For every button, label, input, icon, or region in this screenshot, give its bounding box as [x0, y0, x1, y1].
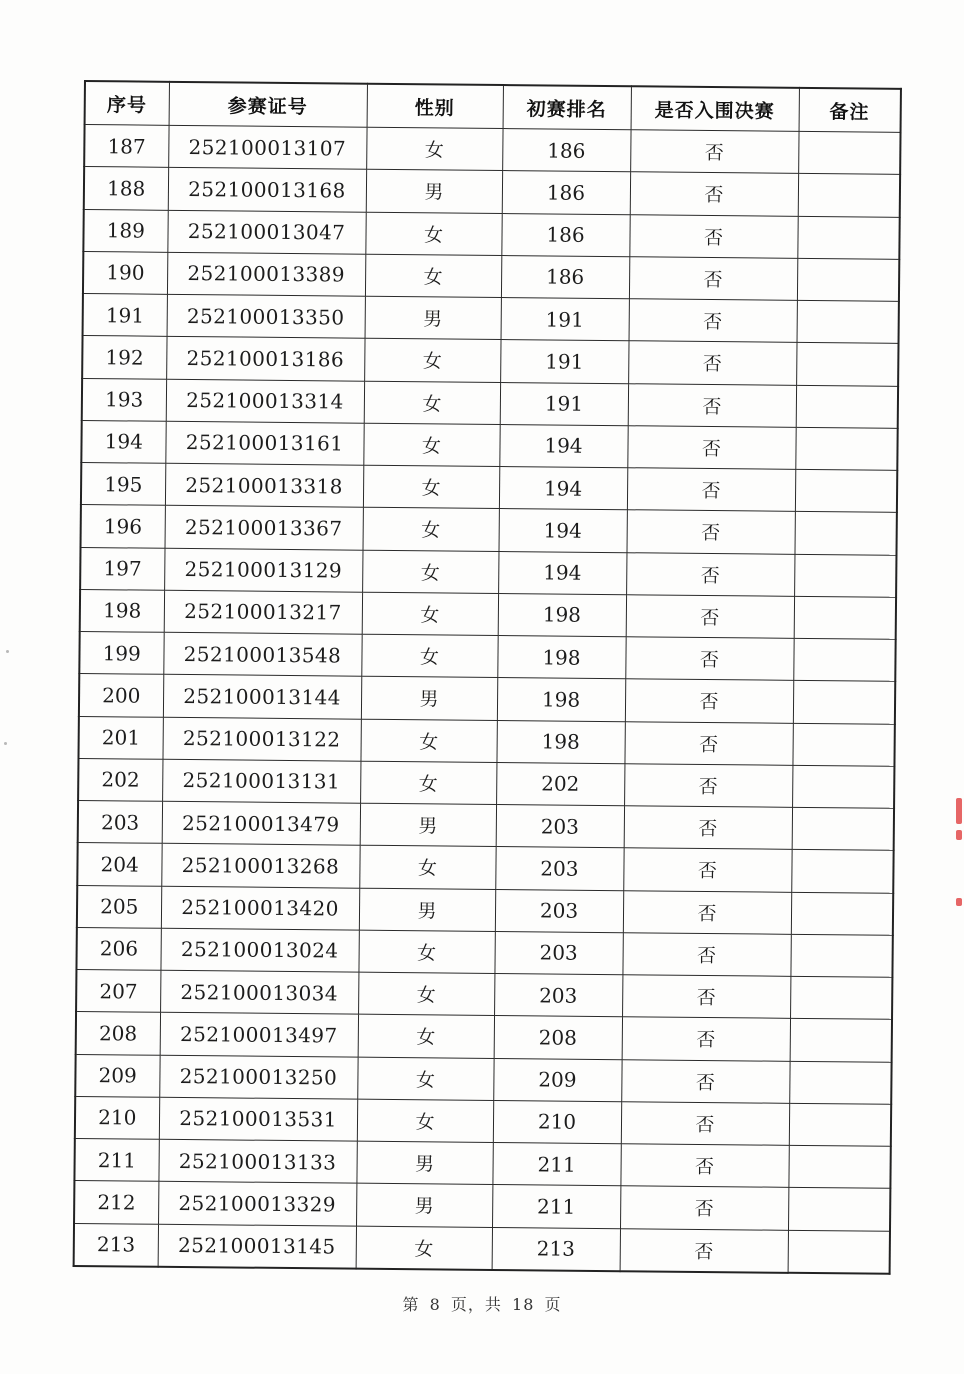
cell-note — [792, 723, 894, 766]
cell-final: 否 — [625, 637, 793, 681]
cell-rank: 198 — [498, 593, 626, 636]
cell-rank: 198 — [497, 678, 625, 721]
header-final: 是否入围决赛 — [631, 86, 799, 131]
cell-id: 252100013329 — [158, 1182, 356, 1226]
cell-seq: 208 — [76, 1012, 160, 1055]
cell-final: 否 — [623, 890, 791, 934]
cell-note — [788, 1145, 890, 1188]
cell-id: 252100013131 — [162, 759, 360, 803]
cell-seq: 205 — [77, 885, 161, 928]
cell-rank: 191 — [500, 382, 628, 425]
cell-note — [793, 681, 895, 724]
cell-rank: 210 — [493, 1100, 621, 1143]
cell-id: 252100013133 — [158, 1139, 356, 1183]
cell-seq: 203 — [78, 800, 162, 843]
cell-rank: 209 — [493, 1058, 621, 1101]
cell-seq: 196 — [81, 505, 165, 548]
header-row — [85, 81, 901, 132]
cell-id: 252100013107 — [168, 125, 366, 169]
cell-note — [789, 1061, 891, 1104]
cell-note — [790, 1019, 892, 1062]
cell-gender: 男 — [359, 888, 495, 932]
cell-final: 否 — [630, 172, 798, 216]
header-id: 参赛证号 — [169, 82, 367, 127]
cell-rank: 194 — [498, 509, 626, 552]
cell-seq: 194 — [81, 420, 165, 463]
cell-note — [796, 385, 898, 428]
cell-note — [797, 300, 899, 343]
cell-id: 252100013548 — [163, 632, 361, 676]
cell-gender: 女 — [356, 1226, 492, 1270]
footer-current-page: 8 — [429, 1295, 441, 1314]
cell-id: 252100013186 — [166, 337, 364, 381]
cell-gender: 女 — [363, 423, 499, 467]
cell-id: 252100013497 — [160, 1013, 358, 1057]
cell-seq: 187 — [84, 125, 168, 168]
cell-rank: 194 — [499, 467, 627, 510]
cell-note — [797, 258, 899, 301]
cell-gender: 男 — [356, 1141, 492, 1185]
cell-rank: 198 — [496, 720, 624, 763]
header-note: 备注 — [799, 88, 901, 132]
cell-seq: 199 — [79, 631, 163, 674]
cell-seq: 213 — [74, 1223, 158, 1267]
cell-final: 否 — [628, 383, 796, 427]
cell-seq: 189 — [83, 209, 167, 252]
cell-id: 252100013350 — [167, 294, 365, 338]
cell-seq: 212 — [74, 1181, 158, 1224]
cell-seq: 191 — [83, 293, 167, 336]
page-footer — [0, 1292, 964, 1315]
cell-id: 252100013024 — [160, 928, 358, 972]
cell-seq: 202 — [78, 758, 162, 801]
table-row — [74, 1223, 890, 1274]
cell-rank: 198 — [497, 635, 625, 678]
cell-id: 252100013314 — [166, 379, 364, 423]
cell-gender: 女 — [358, 930, 494, 974]
cell-gender: 男 — [366, 169, 502, 213]
seal-edge-mark — [956, 898, 962, 906]
cell-note — [794, 554, 896, 597]
cell-id: 252100013129 — [164, 548, 362, 592]
scan-speck — [4, 742, 7, 745]
cell-gender: 女 — [360, 761, 496, 805]
cell-gender: 男 — [361, 676, 497, 720]
cell-note — [788, 1188, 890, 1231]
footer-mid: 页，共 — [450, 1295, 502, 1314]
cell-gender: 女 — [365, 212, 501, 256]
cell-note — [790, 934, 892, 977]
cell-rank: 203 — [495, 889, 623, 932]
cell-final: 否 — [629, 256, 797, 300]
cell-note — [797, 216, 899, 259]
cell-final: 否 — [624, 721, 792, 765]
cell-rank: 203 — [495, 847, 623, 890]
cell-note — [798, 174, 900, 217]
cell-final: 否 — [626, 594, 794, 638]
cell-final: 否 — [620, 1144, 788, 1188]
cell-final: 否 — [622, 975, 790, 1019]
header-rank: 初赛排名 — [503, 85, 631, 130]
cell-gender: 女 — [358, 1014, 494, 1058]
cell-final: 否 — [629, 214, 797, 258]
cell-note — [791, 850, 893, 893]
cell-gender: 女 — [366, 127, 502, 171]
cell-note — [794, 596, 896, 639]
cell-seq: 201 — [78, 716, 162, 759]
cell-seq: 192 — [82, 336, 166, 379]
cell-final: 否 — [625, 679, 793, 723]
cell-note — [792, 765, 894, 808]
cell-final: 否 — [626, 552, 794, 596]
cell-gender: 女 — [364, 381, 500, 425]
cell-gender: 男 — [360, 803, 496, 847]
cell-id: 252100013161 — [165, 421, 363, 465]
cell-rank: 211 — [492, 1185, 620, 1228]
cell-id: 252100013168 — [168, 168, 366, 212]
cell-gender: 女 — [360, 719, 496, 763]
cell-seq: 211 — [74, 1138, 158, 1181]
cell-rank: 208 — [494, 1016, 622, 1059]
cell-id: 252100013479 — [162, 801, 360, 845]
cell-final: 否 — [622, 1017, 790, 1061]
cell-rank: 191 — [501, 298, 629, 341]
cell-gender: 女 — [361, 634, 497, 678]
cell-note — [796, 343, 898, 386]
cell-note — [788, 1230, 890, 1274]
cell-final: 否 — [629, 299, 797, 343]
cell-seq: 207 — [76, 969, 160, 1012]
cell-final: 否 — [624, 763, 792, 807]
cell-gender: 女 — [359, 845, 495, 889]
cell-seq: 210 — [75, 1096, 159, 1139]
cell-final: 否 — [621, 1059, 789, 1103]
cell-note — [789, 1103, 891, 1146]
header-gender: 性别 — [367, 84, 503, 129]
cell-gender: 女 — [365, 254, 501, 298]
cell-id: 252100013367 — [165, 506, 363, 550]
cell-final: 否 — [627, 425, 795, 469]
cell-seq: 197 — [80, 547, 164, 590]
footer-prefix: 第 — [402, 1295, 420, 1314]
cell-seq: 200 — [79, 674, 163, 717]
header-seq: 序号 — [85, 81, 169, 125]
cell-rank: 211 — [492, 1142, 620, 1185]
cell-rank: 191 — [500, 340, 628, 383]
cell-note — [795, 469, 897, 512]
cell-gender: 女 — [362, 592, 498, 636]
seal-edge-mark — [956, 798, 962, 824]
cell-seq: 195 — [81, 462, 165, 505]
cell-gender: 男 — [356, 1183, 492, 1227]
cell-gender: 女 — [358, 972, 494, 1016]
table-body — [74, 125, 901, 1274]
cell-seq: 188 — [84, 167, 168, 210]
cell-final: 否 — [620, 1186, 788, 1230]
cell-gender: 女 — [363, 507, 499, 551]
table-header — [85, 81, 901, 132]
cell-id: 252100013122 — [162, 717, 360, 761]
cell-id: 252100013389 — [167, 252, 365, 296]
cell-id: 252100013420 — [161, 886, 359, 930]
cell-final: 否 — [620, 1228, 788, 1272]
cell-final: 否 — [630, 130, 798, 174]
cell-rank: 186 — [502, 129, 630, 172]
cell-final: 否 — [628, 341, 796, 385]
cell-id: 252100013144 — [163, 675, 361, 719]
cell-id: 252100013531 — [159, 1097, 357, 1141]
cell-seq: 198 — [80, 589, 164, 632]
cell-id: 252100013268 — [161, 844, 359, 888]
footer-total-pages: 18 — [512, 1295, 535, 1314]
cell-note — [791, 892, 893, 935]
cell-final: 否 — [626, 510, 794, 554]
cell-rank: 186 — [501, 255, 629, 298]
cell-rank: 203 — [496, 804, 624, 847]
cell-seq: 204 — [77, 843, 161, 886]
scan-speck — [6, 650, 9, 653]
cell-seq: 193 — [82, 378, 166, 421]
cell-id: 252100013217 — [164, 590, 362, 634]
cell-id: 252100013047 — [167, 210, 365, 254]
cell-final: 否 — [623, 848, 791, 892]
cell-rank: 213 — [492, 1227, 620, 1271]
cell-final: 否 — [621, 1101, 789, 1145]
cell-id: 252100013034 — [160, 970, 358, 1014]
cell-seq: 190 — [83, 251, 167, 294]
cell-gender: 女 — [357, 1099, 493, 1143]
cell-gender: 女 — [357, 1057, 493, 1101]
results-table-wrapper — [73, 80, 900, 1275]
cell-rank: 186 — [502, 171, 630, 214]
cell-id: 252100013250 — [159, 1055, 357, 1099]
cell-note — [798, 131, 900, 174]
cell-rank: 194 — [498, 551, 626, 594]
cell-gender: 男 — [365, 296, 501, 340]
cell-id: 252100013145 — [158, 1224, 356, 1269]
seal-edge-mark — [956, 830, 962, 840]
cell-rank: 202 — [496, 762, 624, 805]
cell-note — [794, 512, 896, 555]
cell-rank: 186 — [501, 213, 629, 256]
cell-gender: 女 — [364, 338, 500, 382]
cell-id: 252100013318 — [165, 463, 363, 507]
results-table — [73, 80, 902, 1275]
cell-rank: 203 — [494, 973, 622, 1016]
cell-note — [795, 427, 897, 470]
cell-gender: 女 — [362, 550, 498, 594]
cell-rank: 203 — [494, 931, 622, 974]
cell-gender: 女 — [363, 465, 499, 509]
cell-note — [792, 807, 894, 850]
cell-rank: 194 — [499, 424, 627, 467]
cell-note — [790, 976, 892, 1019]
cell-final: 否 — [624, 806, 792, 850]
footer-suffix: 页 — [544, 1295, 562, 1314]
cell-seq: 206 — [76, 927, 160, 970]
cell-final: 否 — [622, 932, 790, 976]
cell-final: 否 — [627, 468, 795, 512]
cell-seq: 209 — [75, 1054, 159, 1097]
cell-note — [793, 638, 895, 681]
